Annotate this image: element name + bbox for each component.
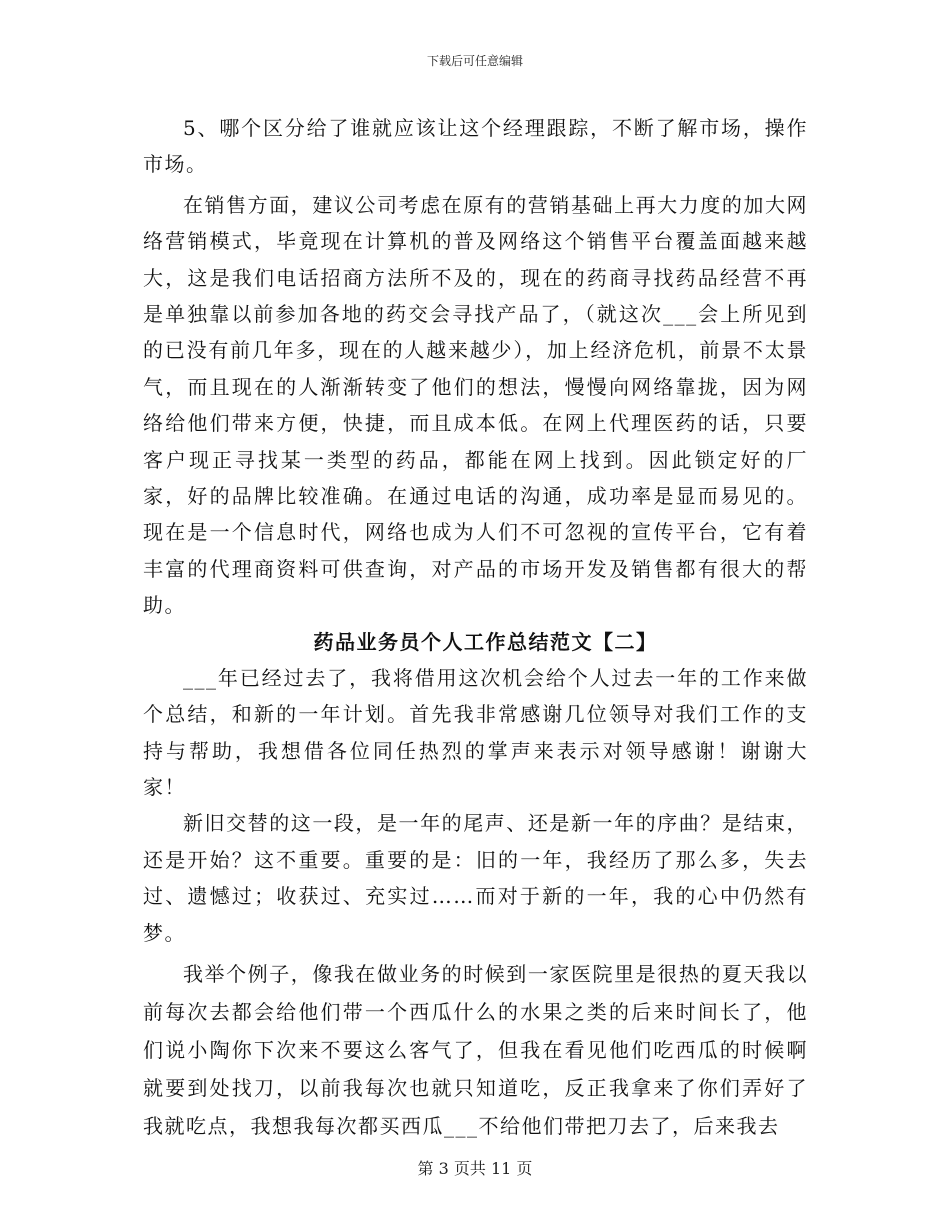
page-footer: 第 3 页共 11 页 [417,1159,533,1178]
paragraph-1: 5、哪个区分给了谁就应该让这个经理跟踪，不断了解市场，操作市场。 [143,116,808,177]
document-body [143,110,808,1145]
paragraph-4: 新旧交替的这一段，是一年的尾声、还是新一年的序曲？是结束，还是开始？这不重要。重要的是：旧的一年，我经历了那么多，失去过、遗憾过；收获过、充实过……而对于新的一年，我的心中仍然有梦。 [143,811,808,945]
paragraph-5: 我举个例子，像我在做业务的时候到一家医院里是很热的夏天我以前每次去都会给他们带一个西瓜什么的水果之类的后来时间长了，他们说小陶你下次来不要这么客气了，但我在看见他们吃西瓜的时候啊就要到处找刀，以前我每次也就只知道吃，反正我拿来了你们弄好了我就吃点，我想我每次都买西瓜___不给他们带把刀去了，后来我去 [143,961,808,1138]
paragraph-3: ___年已经过去了，我将借用这次机会给个人过去一年的工作来做个总结，和新的一年计划。首先我非常感谢几位领导对我们工作的支持与帮助，我想借各位同任热烈的掌声来表示对领导感谢！谢谢大家！ [143,665,808,799]
page-header: 下载后可任意编辑 [426,54,523,68]
paragraph-2: 在销售方面，建议公司考虑在原有的营销基础上再大力度的加大网络营销模式，毕竟现在计算机的普及网络这个销售平台覆盖面越来越大，这是我们电话招商方法所不及的，现在的药商寻找药品经营不再是单独靠以前参加各地的药交会寻找产品了，（就这次___会上所见到的已没有前几年多，现在的人越来越少），加上经济危机，前景不太景气，而且现在的人渐渐转变了他们的想法，慢慢向网络靠拢，因为网络给他们带来方便，快捷，而且成本低。在网上代理医药的话，只要客户现正寻找某一类型的药品，都能在网上找到。因此锁定好的厂家，好的品牌比较准确。在通过电话的沟通，成功率是显而易见的。现在是一个信息时代，网络也成为人们不可忽视的宣传平台，它有着丰富的代理商资料可供查询，对产品的市场开发及销售都有很大的帮助。 [143,192,808,618]
section-heading: 药品业务员个人工作总结范文【二】 [313,629,658,654]
